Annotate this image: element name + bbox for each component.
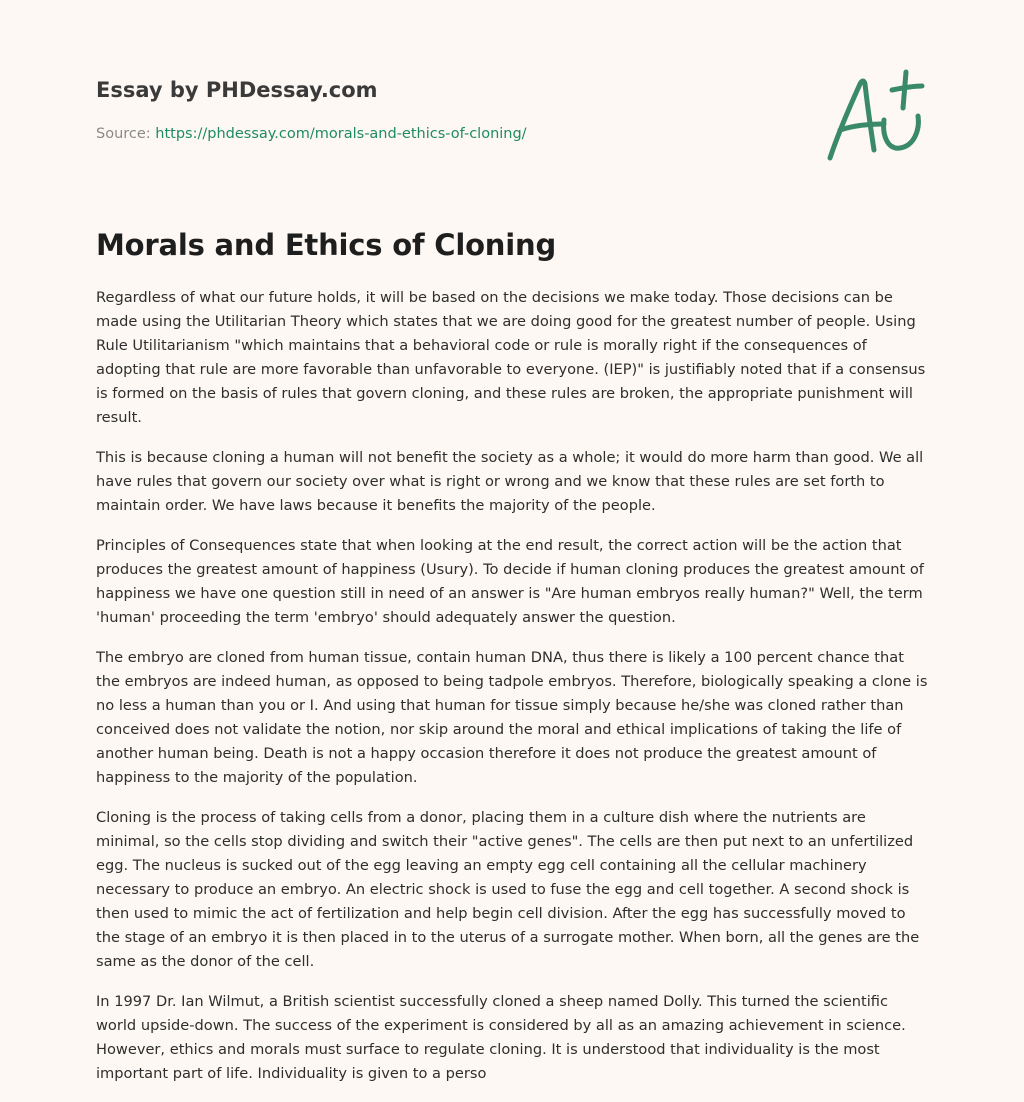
article-paragraph: This is because cloning a human will not benefit the society as a whole; it would do more harm than good. We all have rules that govern our society over what is right or wrong and we know that these rules are set forth to maintain order. We have laws because it benefits the majority of the people. [96,449,924,514]
article-paragraph: Regardless of what our future holds, it will be based on the decisions we make today. Those decisions can be made using the Utilitarian Theory which states that we are doing good for the greatest number of people. Using Rule Utilitarianism "which maintains that a behavioral code or rule is morally right if the consequences of adopting that rule are more favorable than unfavorable to everyone. (IEP)" is justifiably noted that if a consensus is formed on the basis of rules that govern cloning, and these rules are broken, the appropriate punishment will result. [96,289,926,426]
article-paragraph: In 1997 Dr. Ian Wilmut, a British scientist successfully cloned a sheep named Dolly. This turned the scientific world upside-down. The success of the experiment is considered by all as an amazing achievement in science. However, ethics and morals must surface to regulate cloning. It is understood that individuality is the most important part of life. Individuality is given to a perso [96,993,906,1082]
article-title: Morals and Ethics of Cloning [96,228,557,262]
source-link[interactable]: https://phdessay.com/morals-and-ethics-of-cloning/ [155,126,527,142]
article-paragraph: The embryo are cloned from human tissue, contain human DNA, thus there is likely a 100 percent chance that the embryos are indeed human, as opposed to being tadpole embryos. Therefore, biologically speaking a clone is no less a human than you or I. And using that human for tissue simply because he/she was cloned rather than conceived does not validate the notion, nor skip around the moral and ethical implications of taking the life of another human being. Death is not a happy occasion therefore it does not produce the greatest amount of happiness to the majority of the population. [96,649,928,786]
site-title: Essay by PHDessay.com [96,78,378,102]
header [96,76,796,144]
source-line [96,124,796,144]
article-paragraph: Cloning is the process of taking cells from a donor, placing them in a culture dish where the nutrients are minimal, so the cells stop dividing and switch their "active genes". The cells are then put next to an unfertilized egg. The nucleus is sucked out of the egg leaving an empty egg cell containing all the cellular machinery necessary to produce an embryo. An electric shock is used to fuse the egg and cell together. A second shock is then used to mimic the act of fertilization and help begin cell division. After the egg has successfully moved to the stage of an embryo it is then placed in to the uterus of a surrogate mother. When born, all the genes are the same as the donor of the cell. [96,809,920,970]
article-paragraph: Principles of Consequences state that when looking at the end result, the correct action will be the action that produces the greatest amount of happiness (Usury). To decide if human cloning produces the greatest amount of happiness we have one question still in need of an answer is "Are human embryos really human?" Well, the term 'human' proceeding the term 'embryo' should adequately answer the question. [96,537,924,626]
source-label: Source: [96,126,156,142]
a-plus-logo-icon [818,68,930,164]
article [96,226,928,1102]
